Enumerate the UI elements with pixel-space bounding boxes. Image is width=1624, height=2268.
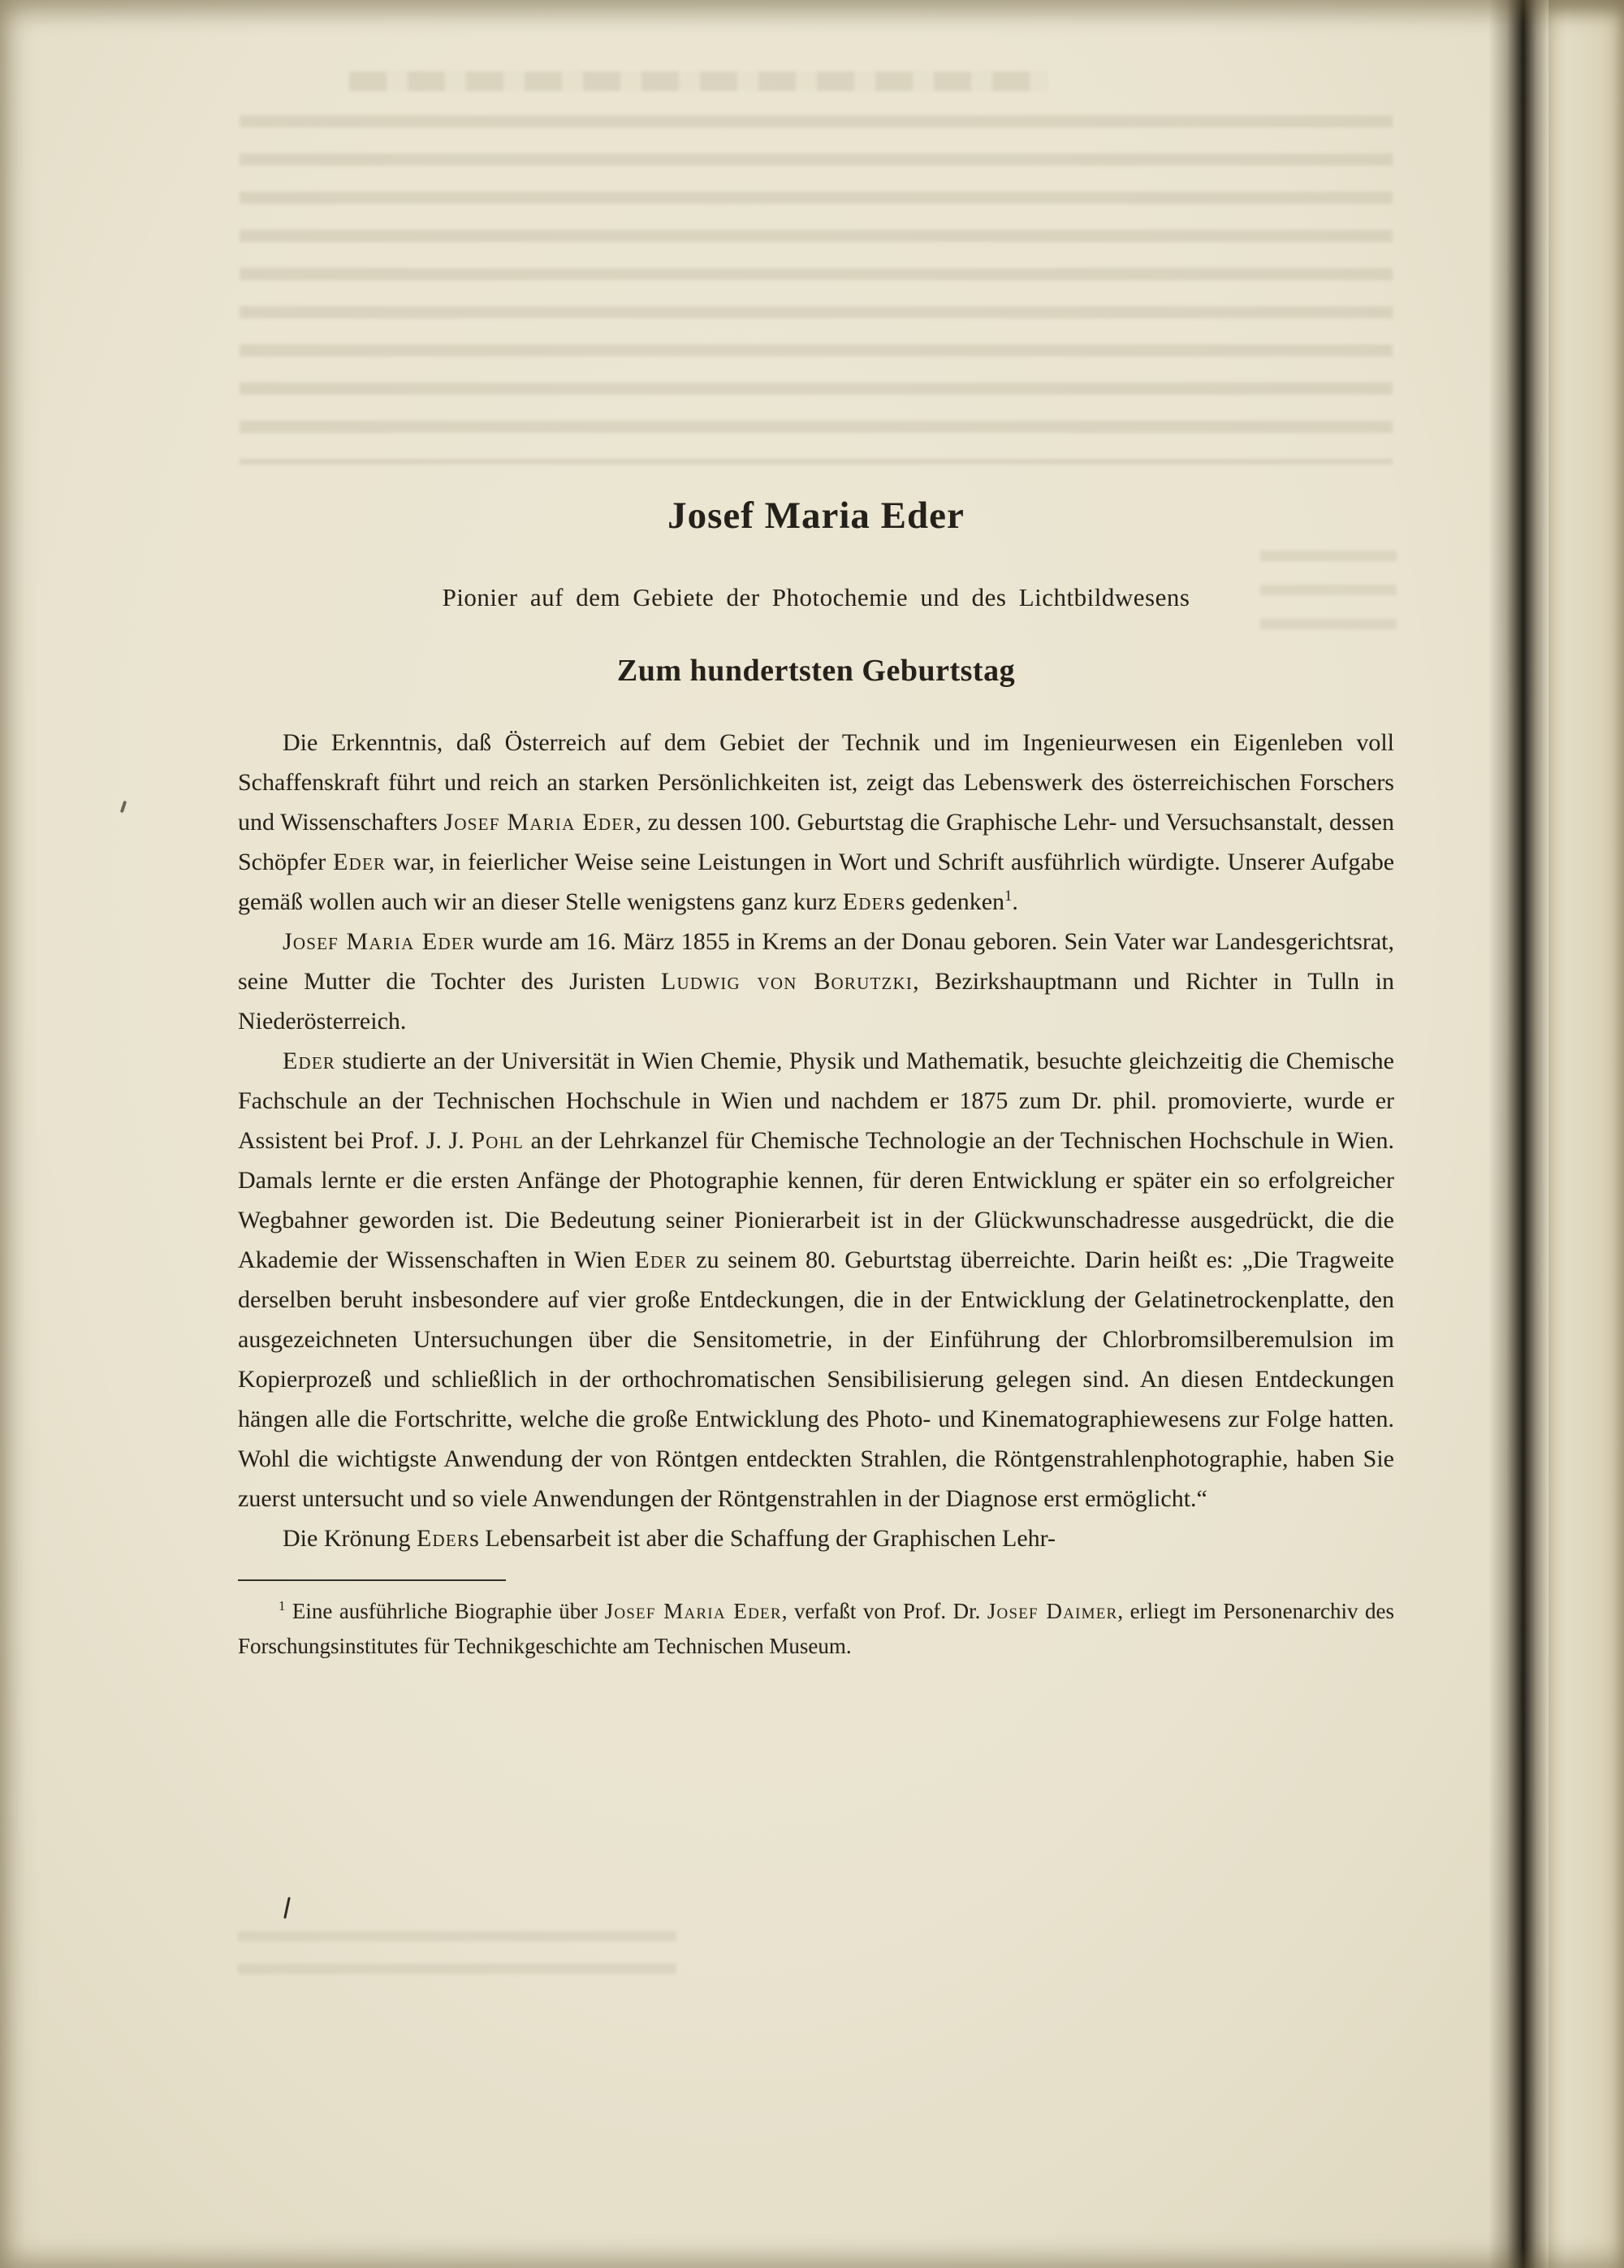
paragraph-3: Eder studierte an der Universität in Wien Chemie, Physik und Mathematik, besuchte gleichzeitig die Chemische Fachschule an der Technischen Hochschule in Wien und nachdem er 1875 zum Dr. phil. promovierte, wurde er Assistent bei Prof. J. J. Pohl an der Lehrkanzel für Chemische Technologie an der Technischen Hochschule in Wien. Damals lernte er die ersten Anfänge der Photographie kennen, für deren Entwicklung er später ein so erfolgreicher Wegbahner geworden ist. Die Bedeutung seiner Pionierarbeit ist in der Glückwunschadresse ausgedrückt, die die Akademie der Wissenschaften in Wien Eder zu seinem 80. Geburtstag überreichte. Darin heißt es: „Die Tragweite derselben beruht insbesondere auf vier große Entdeckungen, die in der Entwicklung der Gelatinetrockenplatte, den ausgezeichneten Untersuchungen über die Sensitometrie, in der Einführung der Chlorbromsilberemulsion im Kopierprozeß und schließlich in der orthochromatischen Sensibilisierung gelegen sind. An diesen Entdeckungen hängen alle die Fortschritte, welche die große Entwicklung des Photo- und Kinematographiewesens zur Folge hatten. Wohl die wichtigste Anwendung der von Röntgen entdeckten Strahlen, die Röntgenstrahlenphotographie, haben Sie zuerst untersucht und so viele Anwendungen der Röntgenstrahlen in der Diagnose erst ermöglicht.“ — [238, 1048, 1394, 1512]
article-title: Josef Maria Eder — [667, 495, 965, 537]
margin-mark — [120, 801, 127, 814]
footnote: $^1$ Eine ausführliche Biographie über Josef Maria Eder, verfaßt von Prof. Dr. Josef Daimer, erliegt im Personenarchiv des Forschungsinstitutes für Technikgeschichte am Technischen Museum. — [238, 1598, 1394, 1658]
article-subtitle: Pionier auf dem Gebiete der Photochemie und des Lichtbildwesens — [442, 583, 1190, 611]
pen-mark — [283, 1897, 291, 1919]
paragraph-2: Josef Maria Eder wurde am 16. März 1855 in Krems an der Donau geboren. Sein Vater war Landesgerichtsrat, seine Mutter die Tochter des Juristen Ludwig von Borutzki, Bezirkshauptmann und Richter in Tulln in Niederösterreich. — [238, 928, 1394, 1035]
section-heading: Zum hundertsten Geburtstag — [616, 654, 1016, 688]
paragraph-4: Die Krönung Eders Lebensarbeit ist aber die Schaffung der Graphischen Lehr- — [283, 1525, 1056, 1552]
bleedthrough-text-bottom — [238, 1931, 676, 1983]
book-gutter-shadow — [1488, 0, 1548, 2268]
article-body — [238, 723, 1394, 1558]
footnote-divider — [238, 1579, 506, 1581]
adjacent-page-edge — [1548, 0, 1624, 2268]
article — [238, 0, 1394, 1664]
paragraph-1: Die Erkenntnis, daß Österreich auf dem Gebiet der Technik und im Ingenieurwesen ein Eigenleben voll Schaffenskraft führt und reich an starken Persönlichkeiten ist, zeigt das Lebenswerk des österreichischen Forschers und Wissenschafters Josef Maria Eder, zu dessen 100. Geburtstag die Graphische Lehr- und Versuchsanstalt, dessen Schöpfer Eder war, in feierlicher Weise seine Leistungen in Wort und Schrift ausführlich würdigte. Unserer Aufgabe gemäß wollen auch wir an dieser Stelle wenigstens ganz kurz Eders gedenken$^1$. — [238, 729, 1395, 915]
